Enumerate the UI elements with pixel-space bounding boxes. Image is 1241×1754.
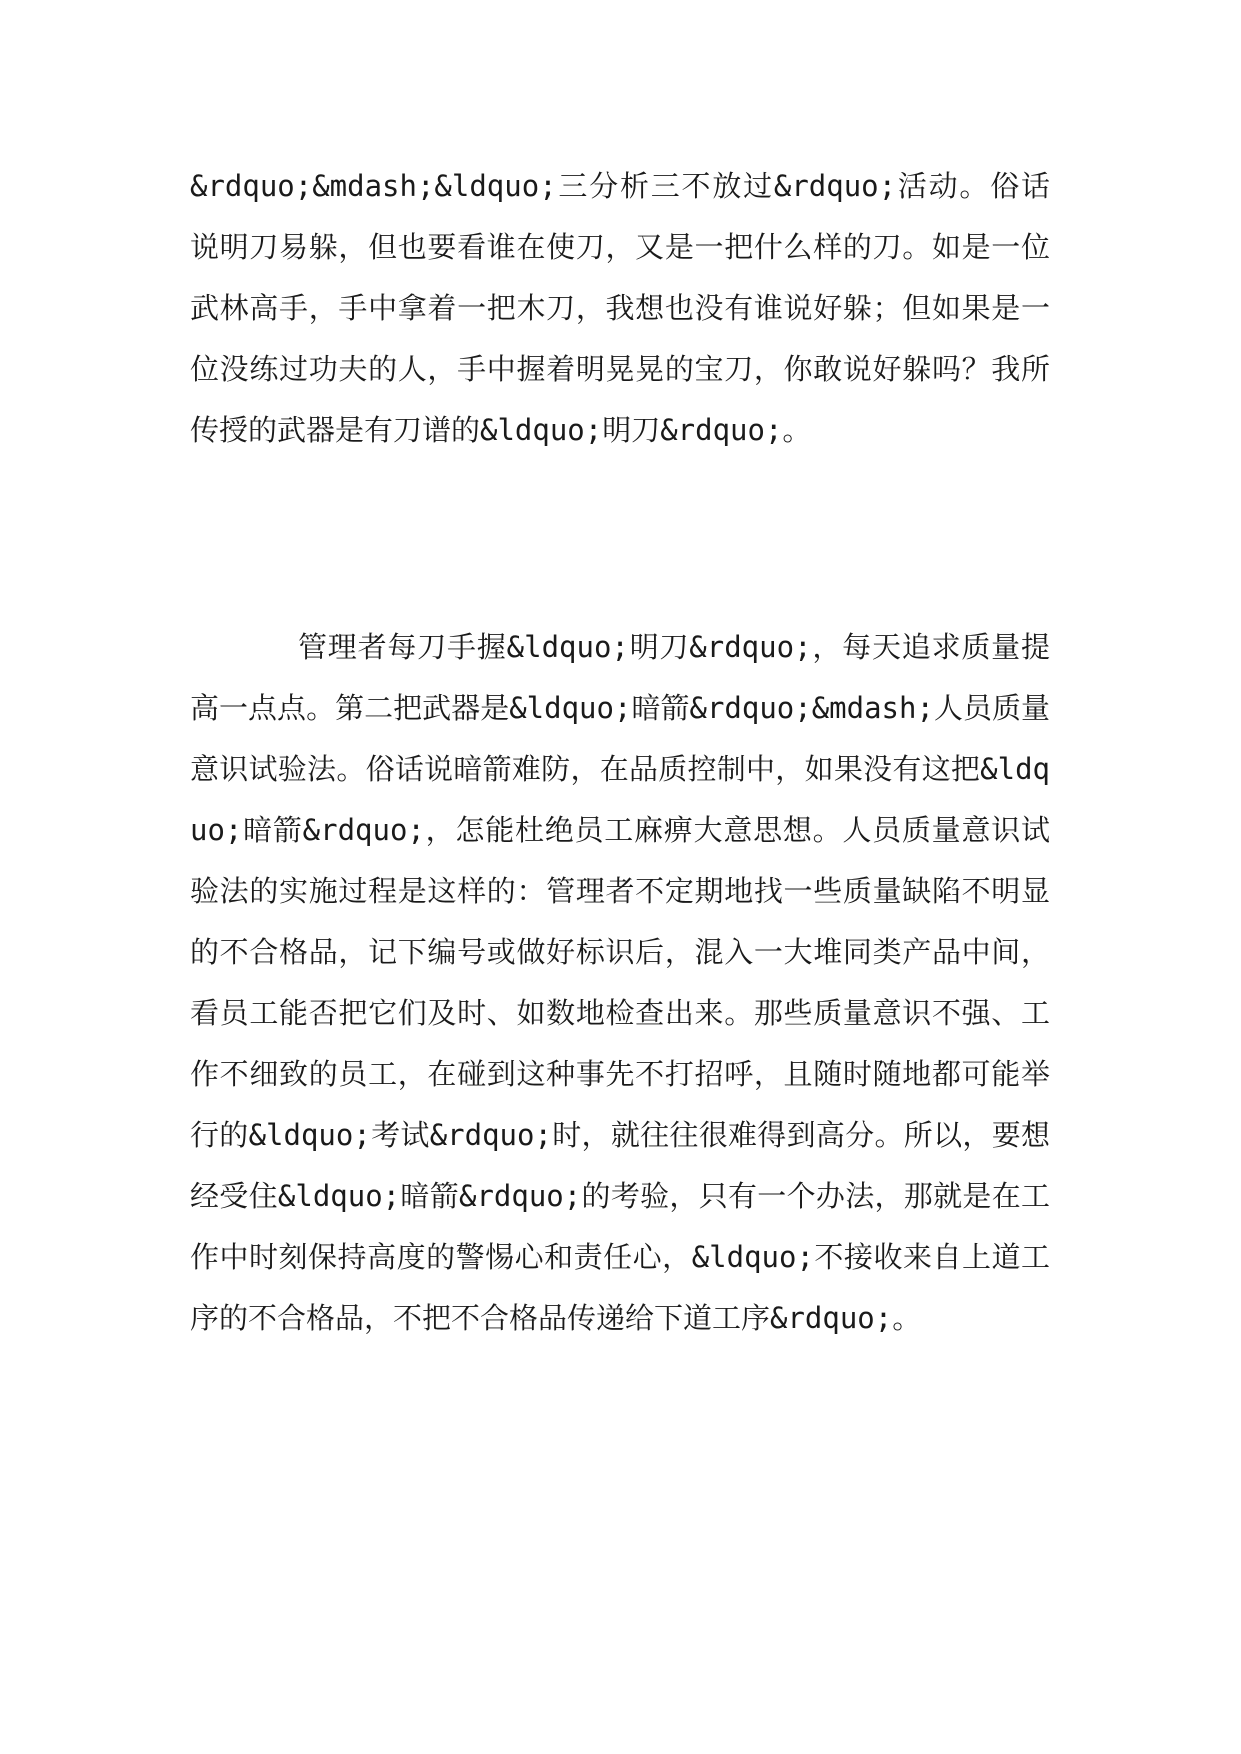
paragraph-1: &rdquo;&mdash;&ldquo;三分析三不放过&rdquo;活动。俗话说明刀易躲，但也要看谁在使刀，又是一把什么样的刀。如是一位武林高手，手中拿着一把木刀，我想也没有谁说好躲；但如果是一位没练过功夫的人，手中握着明晃晃的宝刀，你敢说好躲吗？我所传授的武器是有刀谱的&ldquo;明刀&rdquo;。 (190, 169, 1050, 447)
paragraph-2: 管理者每刀手握&ldquo;明刀&rdquo;，每天追求质量提高一点点。第二把武器是&ldquo;暗箭&rdquo;&mdash;人员质量意识试验法。俗话说暗箭难防，在品质控制中，如果没有这把&ldquo;暗箭&rdquo;，怎能杜绝员工麻痹大意思想。人员质量意识试验法的实施过程是这样的：管理者不定期地找一些质量缺陷不明显的不合格品，记下编号或做好标识后，混入一大堆同类产品中间，看员工能否把它们及时、如数地检查出来。那些质量意识不强、工作不细致的员工，在碰到这种事先不打招呼，且随时随地都可能举行的&ldquo;考试&rdquo;时，就往往很难得到高分。所以，要想经受住&ldquo;暗箭&rdquo;的考验，只有一个办法，那就是在工作中时刻保持高度的警惕心和责任心，&ldquo;不接收来自上道工序的不合格品，不把不合格品传递给下道工序&rdquo;。 (190, 630, 1050, 1335)
